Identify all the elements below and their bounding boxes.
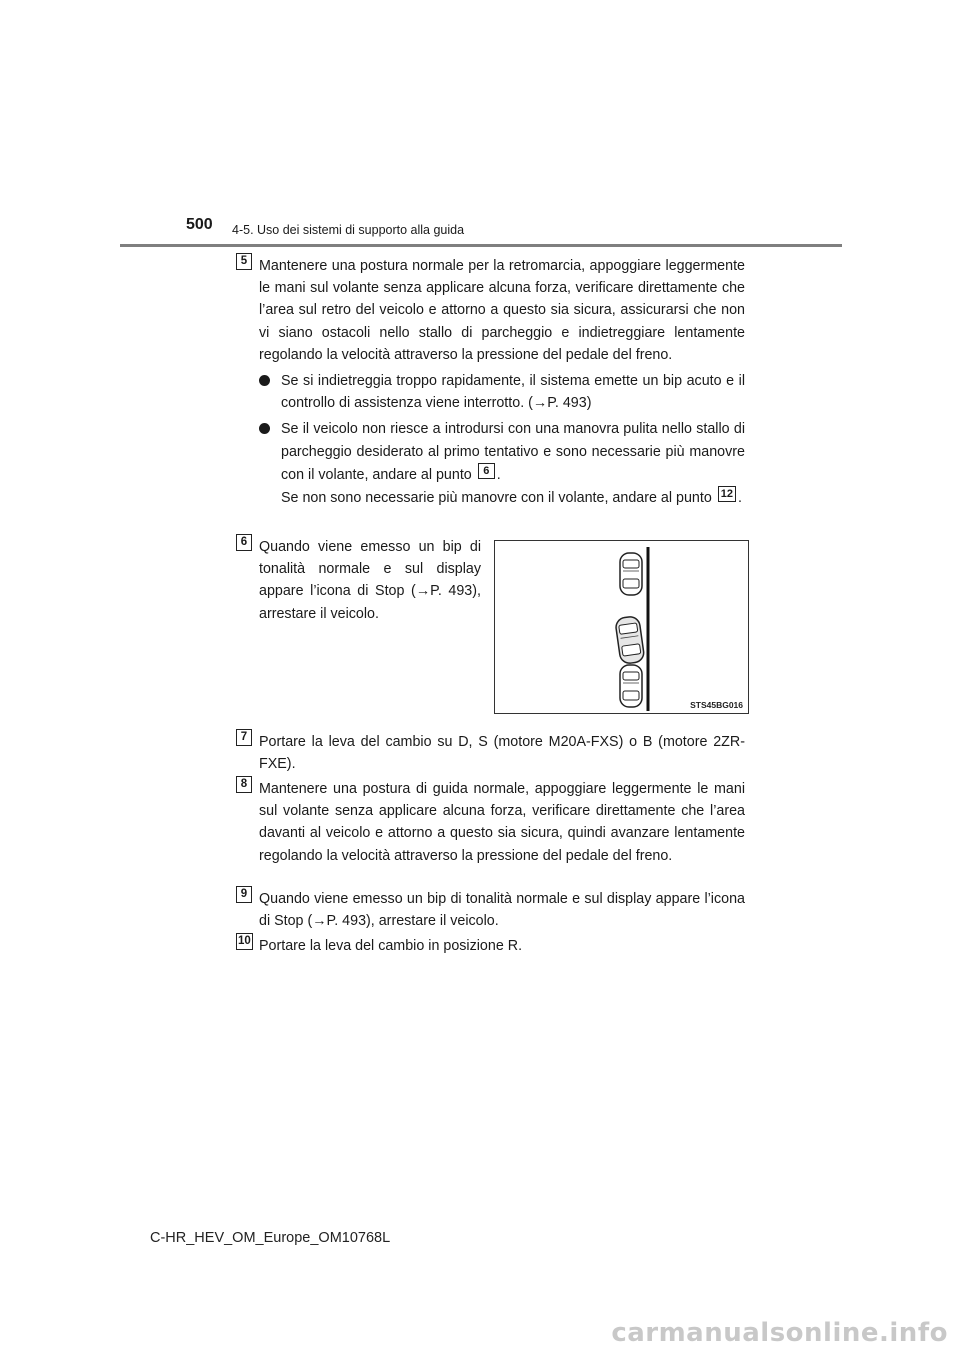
figure-code: STS45BG016: [690, 700, 743, 710]
watermark: carmanualsonline.info: [611, 1318, 948, 1348]
bullet-dot-icon: [259, 375, 270, 386]
parked-car-front: [620, 553, 642, 595]
document-code: C-HR_HEV_OM_Europe_OM10768L: [150, 1230, 391, 1246]
step-badge-6: 6: [236, 534, 252, 551]
maneuvering-car: [615, 616, 645, 665]
section-title: 4-5. Uso dei sistemi di supporto alla guida: [232, 223, 465, 237]
parking-illustration: [495, 541, 748, 713]
bullet-text-2: Se non sono necessarie più manovre con il volante, andare al punto: [281, 490, 712, 507]
step-6-text: Quando viene emesso un bip di tonalità normale e sul display appare l’icona di Stop (→P. 493), arrestare il veicolo.: [259, 539, 481, 622]
step-ref-badge-6[interactable]: 6: [478, 463, 495, 479]
step-7-text: Portare la leva del cambio su D, S (motore M20A-FXS) o B (motore 2ZR-FXE).: [259, 734, 745, 773]
step-badge-10: 10: [236, 933, 253, 950]
step-ref-badge-12[interactable]: 12: [718, 486, 736, 502]
punctuation: .: [738, 490, 742, 507]
step-badge-9: 9: [236, 886, 252, 903]
bullet-text: Se il veicolo non riesce a introdursi con una manovra pulita nello stallo di parcheggio desiderato al primo tentativo e sono necessarie più manovre con il volante, andare al punto: [281, 421, 745, 483]
step-5-bullet-2: [259, 418, 745, 509]
bullet-dot-icon: [259, 423, 270, 434]
step-9-text: Quando viene emesso un bip di tonalità normale e sul display appare l’icona di Stop (→P. 493), arrestare il veicolo.: [259, 891, 745, 930]
page-number: 500: [186, 216, 213, 233]
step-5-text: Mantenere una postura normale per la retromarcia, appoggiare leggermente le mani sul volante senza applicare alcuna forza, verificare direttamente che l’area sul retro del veicolo e attorno a questo sia sicura, assicurarsi che non vi siano ostacoli nello stallo di parcheggio e indietreggiare lentamente regolando la velocità attraverso la pressione del pedale del freno.: [259, 258, 745, 363]
punctuation: .: [496, 466, 501, 483]
header-divider: [120, 244, 842, 247]
step-badge-7: 7: [236, 729, 252, 746]
step-badge-5: 5: [236, 253, 252, 270]
parked-car-rear: [620, 665, 642, 707]
step-5-bullet-1: [259, 370, 745, 414]
step-badge-8: 8: [236, 776, 252, 793]
step-8-text: Mantenere una postura di guida normale, appoggiare leggermente le mani sul volante senza applicare alcuna forza, verificare direttamente che l’area davanti al veicolo e attorno a questo sia sicura, quindi avanzare lentamente regolando la velocità attraverso la pressione del pedale del freno.: [259, 781, 745, 864]
step-5: [259, 255, 745, 509]
parking-diagram: [494, 540, 749, 714]
step-10-text: Portare la leva del cambio in posizione R.: [259, 938, 523, 954]
bullet-text: Se si indietreggia troppo rapidamente, il sistema emette un bip acuto e il controllo di assistenza viene interrotto. (→P. 493): [281, 373, 745, 412]
